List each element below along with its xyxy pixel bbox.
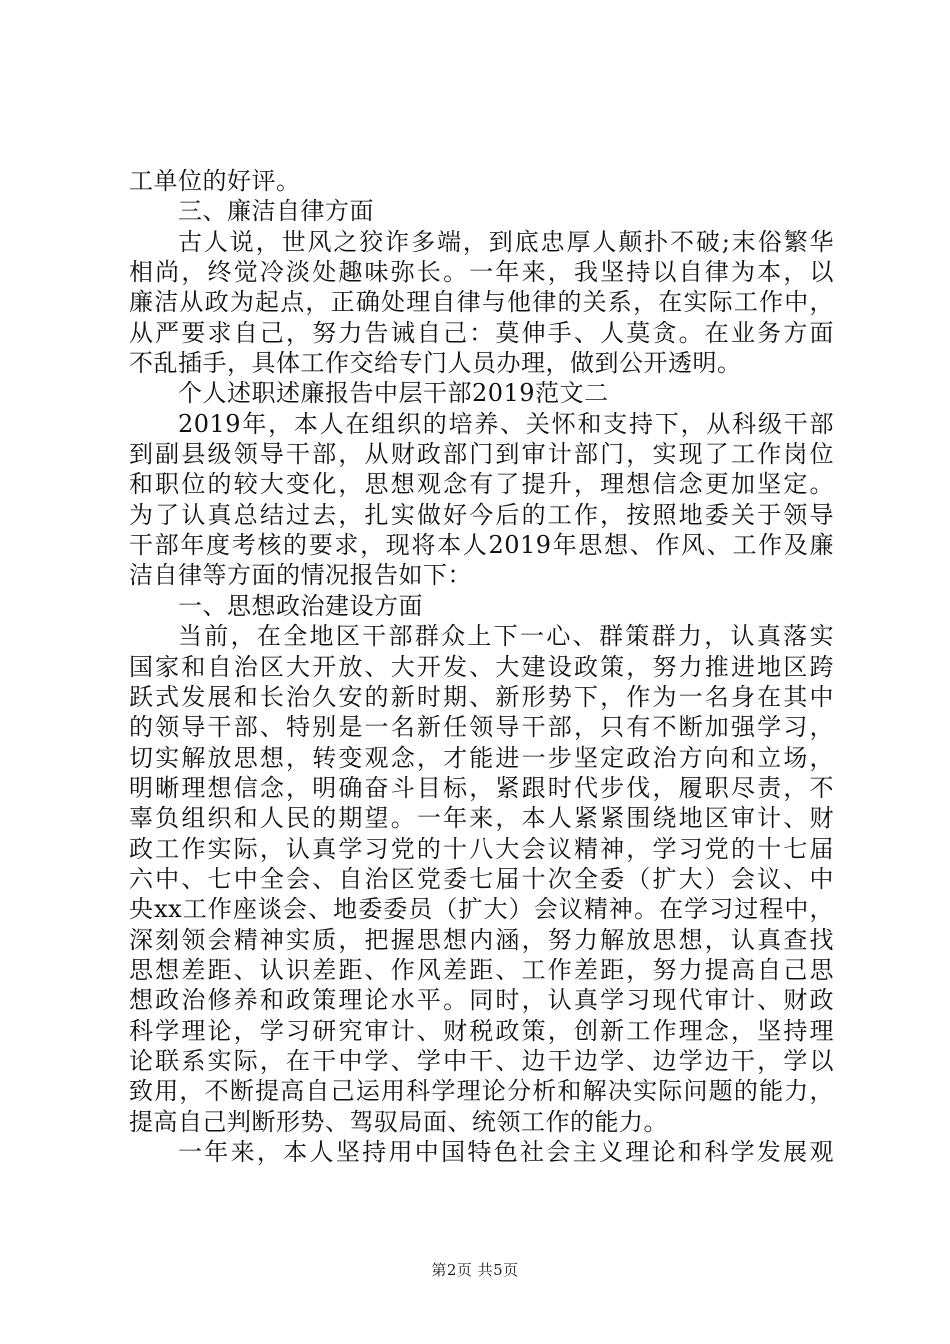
text-line: 深刻领会精神实质，把握思想内涵，努力解放思想，认真查找 [129,925,834,954]
text-line: 廉洁从政为起点，正确处理自律与他律的关系，在实际工作中， [129,288,834,317]
text-line: 科学理论，学习研究审计、财税政策，创新工作理念，坚持理 [129,1016,834,1045]
text-line: 当前，在全地区干部群众上下一心、群策群力，认真落实 [178,622,834,651]
text-line: 洁自律等方面的情况报告如下： [129,561,472,590]
text-line: 三、廉洁自律方面 [178,197,374,226]
text-line: 国家和自治区大开放、大开发、大建设政策，努力推进地区跨 [129,652,834,681]
text-line: 不乱插手，具体工作交给专门人员办理，做到公开透明。 [129,349,742,378]
text-line: 的领导干部、特别是一名新任领导干部，只有不断加强学习， [129,713,834,742]
text-line: 明晰理想信念，明确奋斗目标，紧跟时代步伐，履职尽责，不 [129,773,834,802]
text-line: 从严要求自己，努力告诫自己：莫伸手、人莫贪。在业务方面 [129,318,834,347]
text-line: 论联系实际，在干中学、学中干、边干边学、边学边干，学以 [129,1046,834,1075]
text-line: 相尚，终觉冷淡处趣味弥长。一年来，我坚持以自律为本，以 [129,258,834,287]
text-line: 辜负组织和人民的期望。一年来，本人紧紧围绕地区审计、财 [129,804,834,833]
text-line: 一年来，本人坚持用中国特色社会主义理论和科学发展观 [178,1138,834,1166]
text-line: 致用，不断提高自己运用科学理论分析和解决实际问题的能力， [129,1077,834,1106]
text-line: 跃式发展和长治久安的新时期、新形势下，作为一名身在其中 [129,682,834,711]
text-line: 工单位的好评。 [129,167,301,195]
text-line: 古人说，世风之狡诈多端，到底忠厚人颠扑不破;末俗繁华 [178,227,834,256]
text-line: 到副县级领导干部，从财政部门到审计部门，实现了工作岗位 [129,440,834,469]
text-line: 干部年度考核的要求，现将本人2019年思想、作风、工作及廉 [129,531,834,560]
page-footer: 第2页 共5页 [431,1261,519,1279]
text-line: 个人述职述廉报告中层干部2019范文二 [178,379,609,408]
text-line: 为了认真总结过去，扎实做好今后的工作，按照地委关于领导 [129,500,834,529]
text-line: 一、思想政治建设方面 [178,591,423,620]
text-line: 央xx工作座谈会、地委委员（扩大）会议精神。在学习过程中， [129,895,834,924]
text-line: 思想差距、认识差距、作风差距、工作差距，努力提高自己思 [129,955,834,984]
text-line: 六中、七中全会、自治区党委七届十次全委（扩大）会议、中 [129,864,834,893]
text-line: 提高自己判断形势、驾驭局面、统领工作的能力。 [129,1107,668,1136]
text-line: 政工作实际，认真学习党的十八大会议精神，学习党的十七届 [129,834,834,863]
text-line: 切实解放思想，转变观念，才能进一步坚定政治方向和立场， [129,743,834,772]
text-line: 想政治修养和政策理论水平。同时，认真学习现代审计、财政 [129,986,834,1015]
text-line: 和职位的较大变化，思想观念有了提升，理想信念更加坚定。 [129,470,834,499]
text-line: 2019年，本人在组织的培养、关怀和支持下，从科级干部 [178,409,834,438]
document-body [129,166,834,1167]
